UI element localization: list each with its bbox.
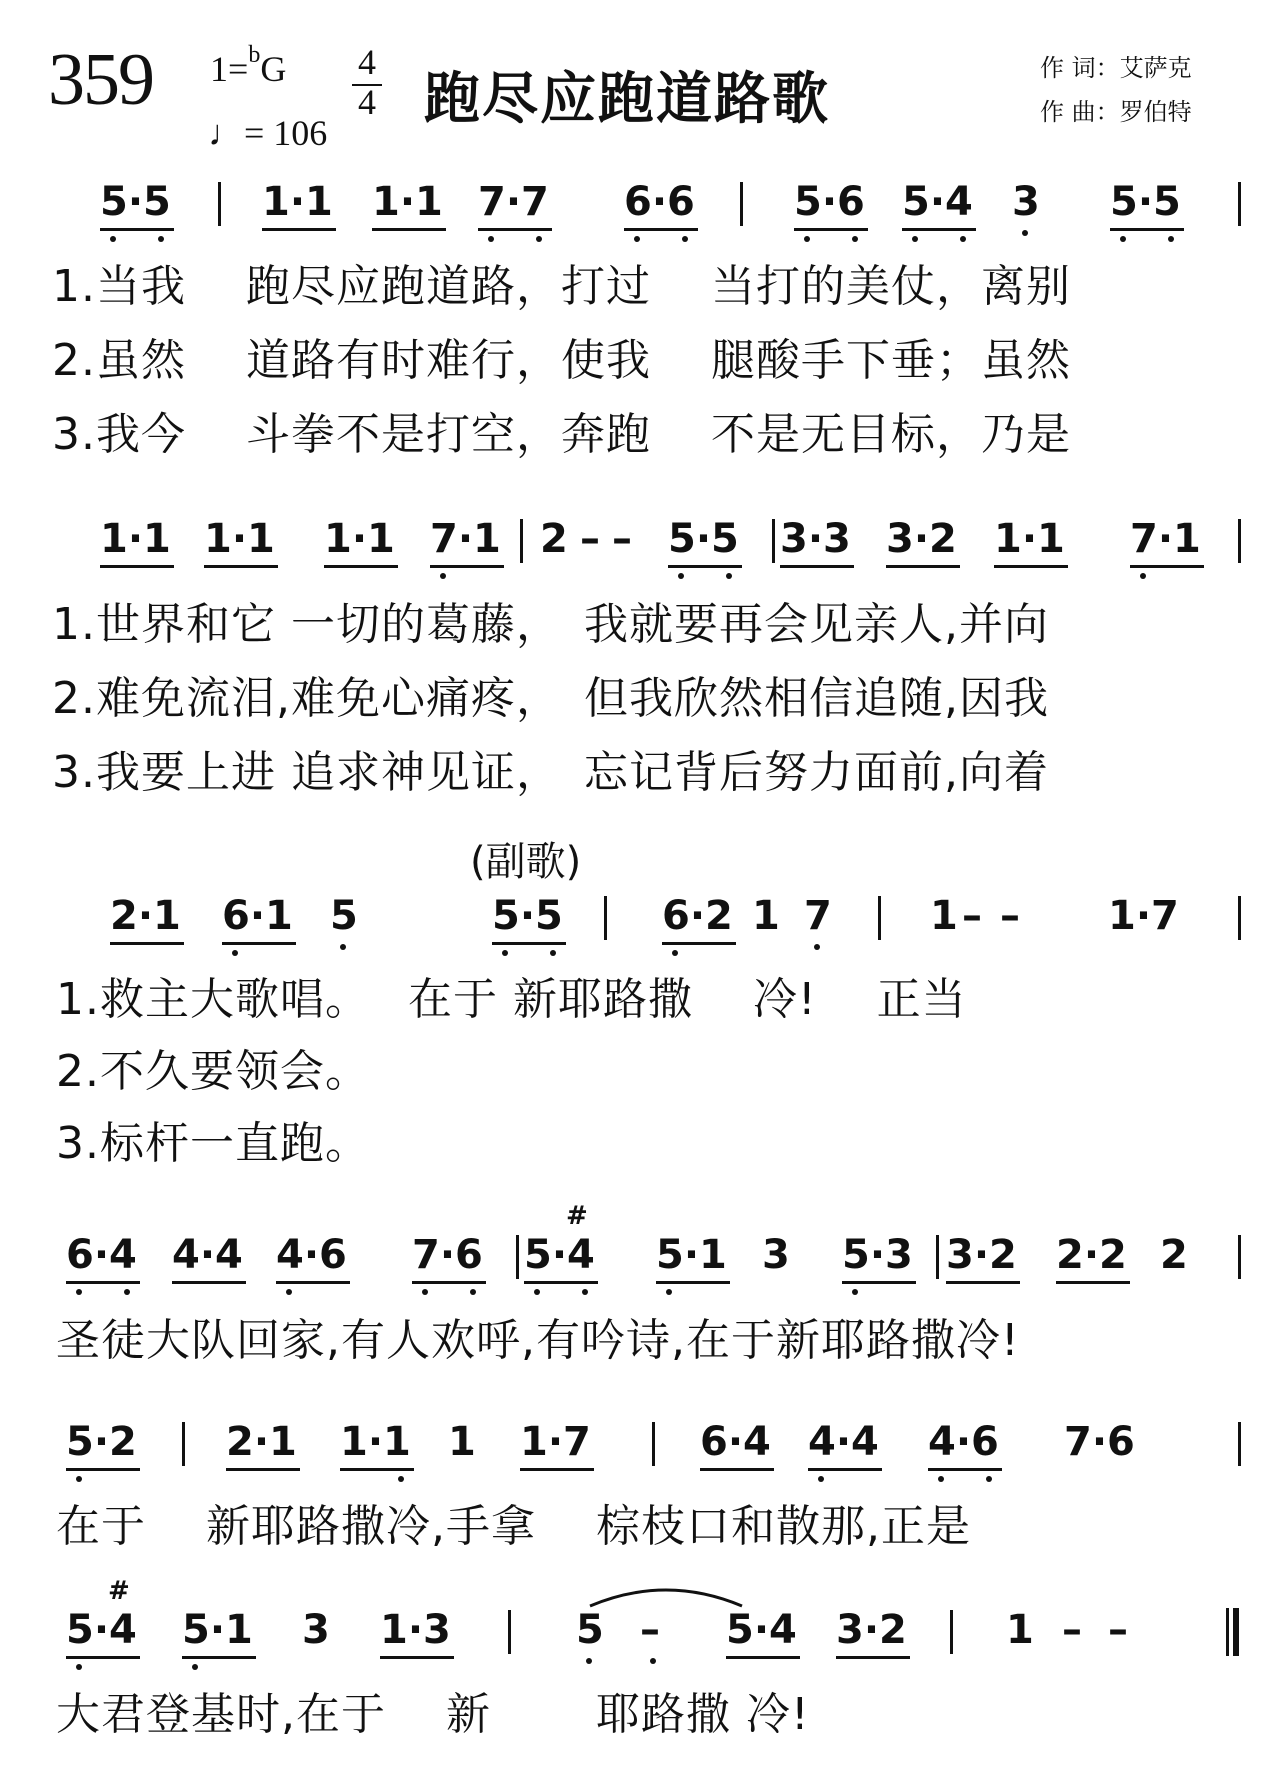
note: 3·2 (886, 516, 957, 562)
octave-dot-low (470, 1289, 476, 1295)
dash-note: – (612, 516, 632, 562)
beam-underline (100, 228, 174, 231)
barline (652, 1422, 655, 1466)
note: 2 (1160, 1232, 1188, 1278)
quarter-note-icon: ♩ (208, 113, 244, 153)
key-signature (210, 42, 287, 90)
barline (1238, 1422, 1241, 1466)
beam-underline (182, 1656, 256, 1659)
beam-underline (66, 1656, 140, 1659)
beam-underline (842, 1281, 916, 1284)
octave-dot-low (76, 1289, 82, 1295)
octave-dot-low (158, 236, 164, 242)
beam-underline (700, 1468, 774, 1471)
beam-underline (946, 1281, 1020, 1284)
sharp-sign: # (108, 1576, 130, 1606)
dash-note: – (640, 1607, 660, 1653)
barline (516, 1235, 519, 1279)
note: 1 (448, 1419, 476, 1465)
beam-underline (780, 565, 854, 568)
octave-dot-low (502, 950, 508, 956)
beam-underline (172, 1281, 246, 1284)
beam-underline (902, 228, 976, 231)
note: 5·3 (842, 1232, 913, 1278)
note: 3·2 (946, 1232, 1017, 1278)
octave-dot-low (232, 950, 238, 956)
note: 5·1 (182, 1607, 253, 1653)
barline (182, 1422, 185, 1466)
beam-underline (794, 228, 868, 231)
note: 5·4 (726, 1607, 797, 1653)
octave-dot-low (422, 1289, 428, 1295)
barline (950, 1610, 953, 1654)
octave-dot-low (650, 1658, 656, 1664)
note: 4·4 (172, 1232, 243, 1278)
beam-underline (726, 1656, 800, 1659)
lyric-line: 1.救主大歌唱。 在于 新耶路撒 冷! 正当 (56, 974, 967, 1025)
note: 5·1 (656, 1232, 727, 1278)
octave-dot-low (1022, 230, 1028, 236)
note: 2·1 (110, 893, 181, 939)
beam-underline (66, 1281, 140, 1284)
octave-dot-low (804, 236, 810, 242)
note: 2·2 (1056, 1232, 1127, 1278)
note: 5·6 (794, 179, 865, 225)
octave-dot-low (634, 236, 640, 242)
note: 7 (804, 893, 832, 939)
octave-dot-low (124, 1289, 130, 1295)
note: 1 (752, 893, 780, 939)
music-row-2 (0, 515, 1276, 605)
note: 6·1 (222, 893, 293, 939)
note: 5 (576, 1607, 604, 1653)
note: 3 (1012, 179, 1040, 225)
time-signature-bottom: 4 (358, 82, 376, 122)
beam-underline (492, 942, 566, 945)
beam-underline (380, 1656, 454, 1659)
beam-underline (808, 1468, 882, 1471)
beam-underline (340, 1468, 414, 1471)
beam-underline (262, 228, 336, 231)
note: 2·1 (226, 1419, 297, 1465)
barline (772, 519, 775, 563)
note: 3 (302, 1607, 330, 1653)
note: 3 (762, 1232, 790, 1278)
note: 1 (930, 893, 958, 939)
note: 1·1 (340, 1419, 411, 1465)
barline (878, 896, 881, 940)
beam-underline (276, 1281, 350, 1284)
note: 7·6 (1064, 1419, 1135, 1465)
note: 5 (330, 893, 358, 939)
note: 7·1 (1130, 516, 1201, 562)
note: 5·4 (66, 1607, 137, 1653)
octave-dot-low (1168, 236, 1174, 242)
note: 1 (1006, 1607, 1034, 1653)
barline (604, 896, 607, 940)
octave-dot-low (912, 236, 918, 242)
note: 3·3 (780, 516, 851, 562)
time-signature-top: 4 (358, 42, 376, 82)
barline (1238, 182, 1241, 226)
barline (936, 1235, 939, 1279)
octave-dot-low (852, 236, 858, 242)
octave-dot-low (110, 236, 116, 242)
note: 6·4 (700, 1419, 771, 1465)
music-row-5 (0, 1418, 1276, 1508)
lyric-line: 3.我要上进 追求神见证， 忘记背后努力面前,向着 (52, 747, 1049, 798)
note: 7·7 (478, 179, 549, 225)
barline (218, 182, 221, 226)
hymn-title: 跑尽应跑道路歌 (424, 67, 830, 132)
octave-dot-low (960, 236, 966, 242)
key-prefix: 1= (210, 49, 249, 89)
flat-sign: b (248, 42, 261, 68)
octave-dot-low (986, 1476, 992, 1482)
note: 5·5 (100, 179, 171, 225)
note: 1·1 (100, 516, 171, 562)
music-row-4 (0, 1201, 1276, 1321)
beam-underline (524, 1281, 598, 1284)
octave-dot-low (1120, 236, 1126, 242)
note: 3·2 (836, 1607, 907, 1653)
octave-dot-low (76, 1664, 82, 1670)
lyric-line: 2.虽然 道路有时难行，使我 腿酸手下垂；虽然 (52, 335, 1071, 386)
beam-underline (478, 228, 552, 231)
barline (1238, 519, 1241, 563)
sharp-sign: # (566, 1201, 588, 1231)
octave-dot-low (938, 1476, 944, 1482)
note: 5·2 (66, 1419, 137, 1465)
note: 5·4 (902, 179, 973, 225)
beam-underline (110, 942, 184, 945)
note: 4·6 (928, 1419, 999, 1465)
beam-underline (1110, 228, 1184, 231)
octave-dot-low (488, 236, 494, 242)
lyric-line: 1.当我 跑尽应跑道路，打过 当打的美仗，离别 (52, 261, 1071, 312)
barline (508, 1610, 511, 1654)
octave-dot-low (76, 1476, 82, 1482)
octave-dot-low (666, 1289, 672, 1295)
lyric-line: 2.难免流泪,难免心痛疼， 但我欣然相信追随,因我 (52, 673, 1049, 724)
beam-underline (66, 1468, 140, 1471)
music-row-1 (0, 178, 1276, 268)
beam-underline (324, 565, 398, 568)
beam-underline (994, 565, 1068, 568)
tempo-value: = 106 (244, 113, 328, 153)
music-row-6 (0, 1576, 1276, 1696)
note: 1·7 (520, 1419, 591, 1465)
tempo-marking (208, 112, 327, 154)
note: 7·1 (430, 516, 501, 562)
octave-dot-low (814, 944, 820, 950)
barline (1238, 1235, 1241, 1279)
dash-note: – (1108, 1607, 1128, 1653)
lyricist-credit: 作 词：艾萨克 (1040, 54, 1192, 82)
beam-underline (204, 565, 278, 568)
octave-dot-low (582, 1289, 588, 1295)
note: 1·1 (204, 516, 275, 562)
lyric-line: 圣徒大队回家,有人欢呼,有吟诗,在于新耶路撒冷! (56, 1315, 1020, 1366)
note: 2 (540, 516, 568, 562)
note: 1·1 (324, 516, 395, 562)
note: 1·7 (1108, 893, 1179, 939)
note: 7·6 (412, 1232, 483, 1278)
beam-underline (520, 1468, 594, 1471)
beam-underline (222, 942, 296, 945)
note: 6·2 (662, 893, 733, 939)
beam-underline (886, 565, 960, 568)
octave-dot-low (672, 950, 678, 956)
note: 5·5 (1110, 179, 1181, 225)
octave-dot-low (852, 1289, 858, 1295)
octave-dot-low (678, 573, 684, 579)
dash-note: – (580, 516, 600, 562)
beam-underline (1056, 1281, 1130, 1284)
octave-dot-low (726, 573, 732, 579)
beam-underline (656, 1281, 730, 1284)
beam-underline (836, 1656, 910, 1659)
beam-underline (1130, 565, 1204, 568)
lyric-line: 在于 新耶路撒冷,手拿 棕枝口和散那,正是 (56, 1501, 971, 1552)
key-note: G (260, 49, 287, 89)
beam-underline (668, 565, 742, 568)
octave-dot-low (286, 1289, 292, 1295)
beam-underline (412, 1281, 486, 1284)
chorus-label: (副歌) (470, 839, 582, 885)
note: 1·1 (262, 179, 333, 225)
hymn-number: 359 (48, 39, 153, 121)
note: 5·5 (668, 516, 739, 562)
octave-dot-low (818, 1476, 824, 1482)
octave-dot-low (682, 236, 688, 242)
composer-credit: 作 曲：罗伯特 (1040, 98, 1192, 126)
note: 1·1 (994, 516, 1065, 562)
lyric-line: 大君登基时,在于 新 耶路撒 冷! (56, 1689, 810, 1740)
note: 4·6 (276, 1232, 347, 1278)
barline (1238, 896, 1241, 940)
beam-underline (624, 228, 698, 231)
beam-underline (226, 1468, 300, 1471)
tie-arc (586, 1580, 746, 1610)
dash-note: – (962, 893, 982, 939)
beam-underline (430, 565, 504, 568)
lyric-line: 3.我今 斗拳不是打空，奔跑 不是无目标，乃是 (52, 409, 1071, 460)
octave-dot-low (440, 573, 446, 579)
octave-dot-low (534, 1289, 540, 1295)
dash-note: – (1062, 1607, 1082, 1653)
octave-dot-low (550, 950, 556, 956)
octave-dot-low (398, 1476, 404, 1482)
octave-dot-low (1140, 573, 1146, 579)
octave-dot-low (586, 1658, 592, 1664)
dash-note: – (1000, 893, 1020, 939)
lyric-line: 2.不久要领会。 (56, 1046, 370, 1097)
final-barline (1226, 1608, 1238, 1656)
note: 5·4 (524, 1232, 595, 1278)
note: 1·1 (372, 179, 443, 225)
note: 6·4 (66, 1232, 137, 1278)
beam-underline (928, 1468, 1002, 1471)
beam-underline (100, 565, 174, 568)
music-row-3 (0, 892, 1276, 982)
beam-underline (662, 942, 736, 945)
lyric-line: 1.世界和它 一切的葛藤， 我就要再会见亲人,并向 (52, 599, 1049, 650)
barline (520, 519, 523, 563)
octave-dot-low (340, 944, 346, 950)
beam-underline (372, 228, 446, 231)
note: 4·4 (808, 1419, 879, 1465)
note: 5·5 (492, 893, 563, 939)
octave-dot-low (192, 1664, 198, 1670)
note: 1·3 (380, 1607, 451, 1653)
note: 6·6 (624, 179, 695, 225)
barline (740, 182, 743, 226)
lyric-line: 3.标杆一直跑。 (56, 1118, 370, 1169)
octave-dot-low (536, 236, 542, 242)
